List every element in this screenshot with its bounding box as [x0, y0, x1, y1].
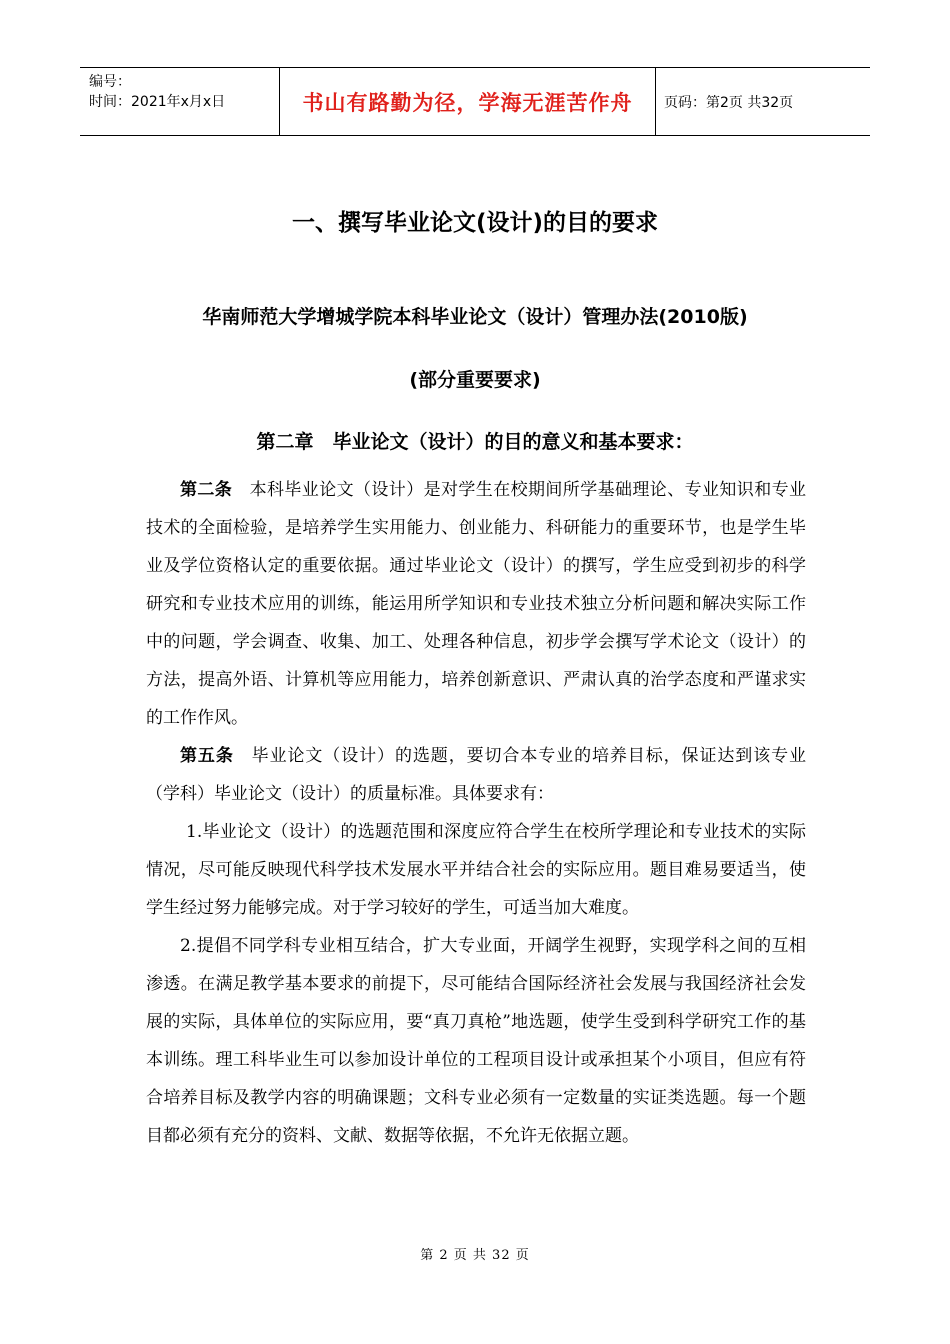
header-page-label: 页码：第2页 共32页	[664, 94, 794, 111]
document-number-label: 编号：	[89, 74, 131, 90]
subtitle-note: (部分重要要求)	[409, 369, 541, 391]
document-time-label: 时间：2021年x月x日	[89, 94, 226, 110]
document-body	[146, 471, 806, 1155]
list-item: 2.提倡不同学科专业相互结合，扩大专业面，开阔学生视野，实现学科之间的互相渗透。在满足教学基本要求的前提下，尽可能结合国际经济社会发展与我国经济社会发展的实际，具体单位的实际应用，要“真刀真枪”地选题，使学生受到科学研究工作的基本训练。理工科毕业生可以参加设计单位的工程项目设计或承担某个小项目，但应有符合培养目标及教学内容的明确课题；文科专业必须有一定数量的实证类选题。每一个题目都必须有充分的资料、文献、数据等依据，不允许无依据立题。	[146, 936, 806, 1146]
header-motto-cell	[280, 68, 656, 135]
article-paragraph	[146, 471, 806, 737]
list-item: 1.毕业论文（设计）的选题范围和深度应符合学生在校所学理论和专业技术的实际情况，尽可能反映现代科学技术发展水平并结合社会的实际应用。题目难易要适当，使学生经过努力能够完成。对于学习较好的学生，可适当加大难度。	[146, 822, 806, 918]
header-table	[80, 67, 870, 136]
article-label: 第二条	[180, 480, 233, 500]
header-meta-cell	[80, 68, 280, 135]
header-page-cell	[656, 68, 870, 135]
page-footer: 第 2 页 共 32 页	[420, 1248, 530, 1263]
article-paragraph	[146, 737, 806, 813]
article-text: 毕业论文（设计）的选题，要切合本专业的培养目标，保证达到该专业（学科）毕业论文（设计）的质量标准。具体要求有：	[146, 746, 807, 804]
page-title: 一、撰写毕业论文(设计)的目的要求	[291, 210, 659, 236]
article-label: 第五条	[180, 746, 234, 766]
article-text: 本科毕业论文（设计）是对学生在校期间所学基础理论、专业知识和专业技术的全面检验，是培养学生实用能力、创业能力、科研能力的重要环节，也是学生毕业及学位资格认定的重要依据。通过毕业论文（设计）的撰写，学生应受到初步的科学研究和专业技术应用的训练，能运用所学知识和专业技术独立分析问题和解决实际工作中的问题，学会调查、收集、加工、处理各种信息，初步学会撰写学术论文（设计）的方法，提高外语、计算机等应用能力，培养创新意识、严肃认真的治学态度和严谨求实的工作作风。	[146, 480, 807, 728]
chapter-heading: 第二章 毕业论文（设计）的目的意义和基本要求：	[256, 431, 694, 453]
document-subtitle: 华南师范大学增城学院本科毕业论文（设计）管理办法(2010版)	[202, 306, 748, 328]
header-motto: 书山有路勤为径，学海无涯苦作舟	[302, 90, 633, 115]
